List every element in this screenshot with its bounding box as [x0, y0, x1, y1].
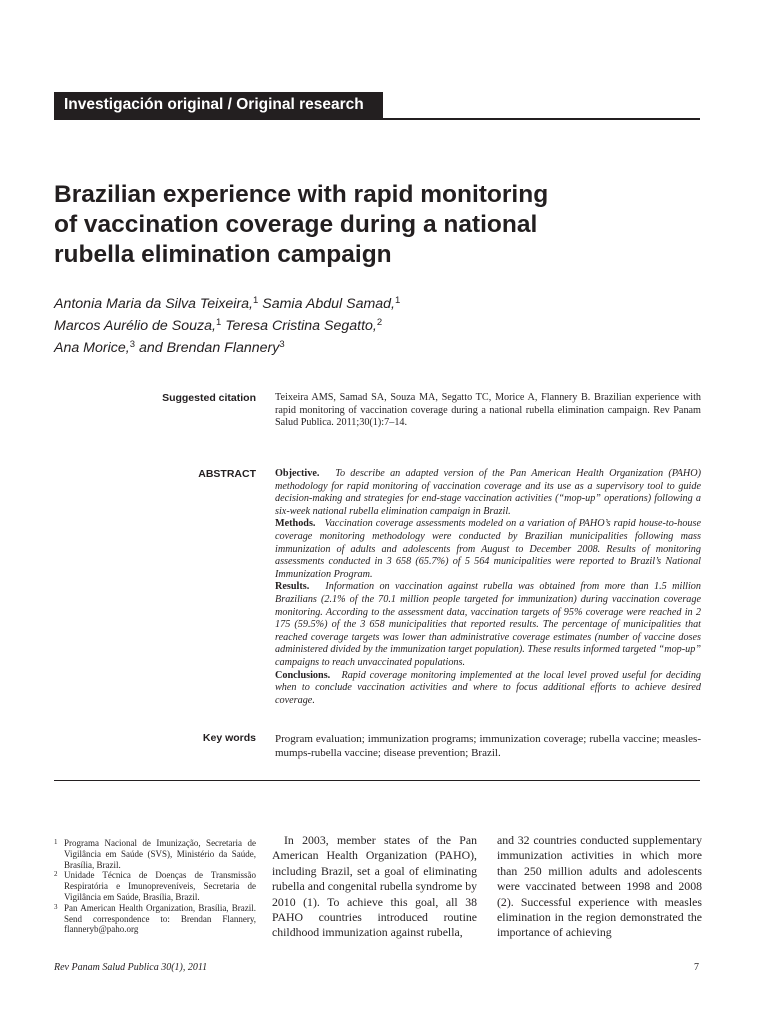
title-line: Brazilian experience with rapid monitoring [54, 181, 549, 208]
author-line [54, 337, 534, 359]
affiliation-mark: 1 [215, 317, 222, 328]
section-divider [54, 780, 700, 781]
citation-label: Suggested citation [162, 392, 256, 404]
footnote-number: 1 [54, 838, 58, 846]
author-name: and Brendan Flannery [138, 340, 280, 356]
abstract-objective [275, 468, 701, 518]
abstract-label: ABSTRACT [198, 468, 256, 480]
author-name: Ana Morice, [54, 340, 130, 356]
footnote [54, 838, 256, 870]
footnotes [54, 838, 256, 935]
page-number: 7 [694, 962, 699, 973]
footnote [54, 903, 256, 935]
body-column-2: and 32 countries conducted supplementary immunization activities in which more than 250 million adults and adolescents were vaccinated between 1998 and 2008 (2). Successful experience with measles elimination in the region demonstrated the importance of achieving [497, 833, 702, 940]
abstract-heading: Conclusions. [275, 669, 331, 681]
author-name: Samia Abdul Samad, [262, 296, 396, 312]
author-name: Teresa Cristina Segatto, [225, 318, 377, 334]
author-line [54, 315, 534, 337]
abstract-conclusions [275, 670, 701, 708]
affiliation-mark: 2 [376, 317, 383, 328]
citation-text: Teixeira AMS, Samad SA, Souza MA, Segatto TC, Morice A, Flannery B. Brazilian experience with rapid monitoring of vaccination coverage during a national rubella elimination campaign. Rev Panam Salud Publica. 2011;30(1):7–14. [275, 392, 701, 429]
abstract-heading: Methods. [275, 518, 316, 530]
footnote-text: Unidade Técnica de Doenças de Transmissão Respiratória e Imunopreveníveis, Secretaria de Vigilância em Saúde, Brasília, Brazil. [64, 870, 256, 902]
affiliation-mark: 1 [395, 295, 401, 306]
abstract-heading: Objective. [275, 468, 320, 479]
author-name: Marcos Aurélio de Souza, [54, 318, 216, 334]
keywords-text: Program evaluation; immunization programs; immunization coverage; rubella vaccine; measles-mumps-rubella vaccine; disease prevention; Brazil. [275, 733, 701, 759]
abstract-text: Vaccination coverage assessments modeled on a variation of PAHO’s rapid house-to-house coverage monitoring methodology were conducted by Brazilian municipalities following mass immunization of adults and adolescents from August to December 2008. Results of monitoring assessments conducted in 3 658 (65.7%) of 5 564 municipalities were reported to Brazil’s National Immunization Program. [275, 518, 702, 580]
abstract-results [275, 581, 701, 669]
abstract-methods [275, 518, 701, 581]
article-title [54, 180, 614, 270]
section-label: Investigación original / Original research [64, 96, 364, 113]
affiliation-mark: 1 [253, 295, 259, 306]
abstract-text: Information on vaccination against rubella was obtained from more than 1.5 million Brazilians (2.1% of the 70.1 million people targeted for immunization) during vaccination coverage monitoring. According to the assessment data, vaccination targets of 95% coverage were reached in 2 175 (59.5%) of the 3 658 municipalities that reported results. The percentage of municipalities that reached coverage targets was lower than administrative coverage estimates (number of vaccine doses administered divided by the immunization target population). These results informed targeted “mop-up” campaigns to reach unvaccinated populations. [275, 581, 701, 668]
footnote [54, 870, 256, 902]
author-list [54, 293, 534, 359]
abstract [275, 468, 701, 707]
journal-footer: Rev Panam Salud Publica 30(1), 2011 [54, 962, 208, 973]
header-rule [54, 118, 700, 120]
footnote-text: Programa Nacional de Imunização, Secretaria de Vigilância em Saúde (SVS), Ministério da Saúde, Brasília, Brazil. [64, 838, 256, 870]
abstract-text: To describe an adapted version of the Pan American Health Organization (PAHO) methodology for rapid monitoring of vaccination coverage and its use as a supervisory tool to guide decision-making and strategies for end-stage vaccination activities (“mop-up” operations) following a six-week national rubella elimination campaign in Brazil. [275, 468, 701, 517]
title-line: rubella elimination campaign [54, 241, 392, 268]
footnote-number: 3 [54, 902, 58, 911]
footnote-number: 2 [54, 870, 58, 879]
abstract-heading: Results. [275, 581, 310, 593]
affiliation-mark: 3 [129, 339, 135, 350]
affiliation-mark: 3 [279, 339, 285, 350]
abstract-text: Rapid coverage monitoring implemented at the local level proved useful for deciding when to conclude vaccination activities and where to focus additional efforts to achieve desired coverage. [275, 669, 702, 706]
footnote-text: Pan American Health Organization, Brasília, Brazil. Send correspondence to: Brendan Flannery, flanneryb@paho.org [64, 902, 256, 935]
keywords-label: Key words [202, 732, 256, 744]
title-line: of vaccination coverage during a national [54, 211, 538, 238]
author-name: Antonia Maria da Silva Teixeira, [54, 296, 253, 312]
body-column-1: In 2003, member states of the Pan American Health Organization (PAHO), including Brazil, set a goal of eliminating rubella and congenital rubella syndrome by 2010 (1). To achieve this goal, all 38 PAHO countries introduced routine childhood immunization against rubella, [272, 833, 477, 940]
author-line [54, 293, 534, 315]
